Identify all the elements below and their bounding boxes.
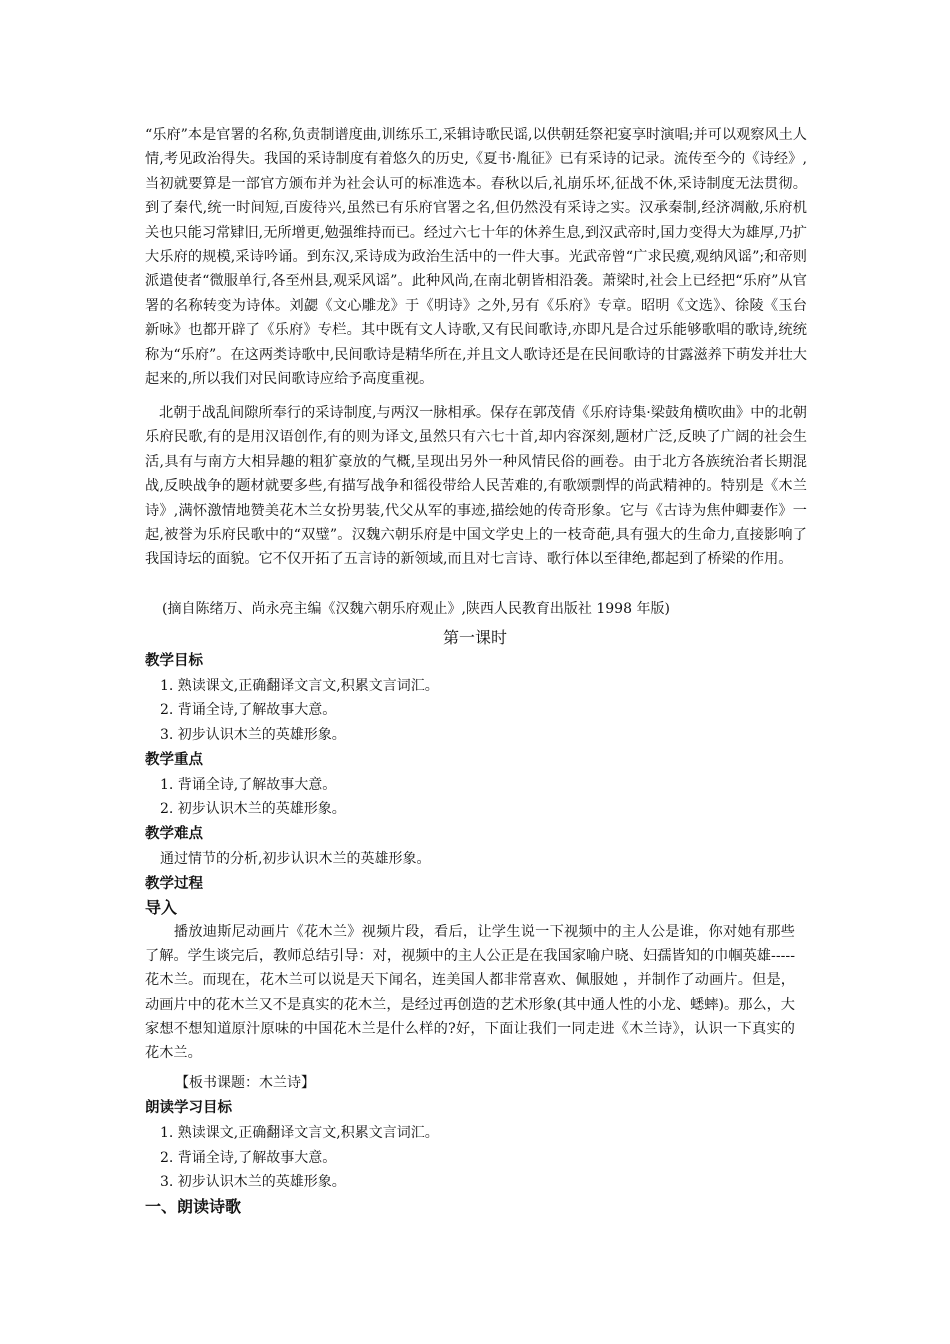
reading-goal-item: 1. 熟读课文,正确翻译文言文,积累文言词汇。 (160, 1125, 439, 1141)
board-note: 【板书课题：木兰诗】 (175, 1075, 315, 1091)
process-heading: 教学过程 (145, 876, 203, 892)
intro-paragraph: 播放迪斯尼动画片《花木兰》视频片段，看后，让学生说一下视频中的主人公是谁，你对她有那些了解。学生谈完后，教师总结引导：对，视频中的主人公正是在我国家喻户晓、妇孺皆知的巾帼英雄-----花木兰。而现在，花木兰可以说是天下闻名，连美国人都非常喜欢、佩服她 ，并制作了动画片。但是，动画片中的花木兰又不是真实的花木兰，是经过再创造的艺术形象(其中通人性的小龙、蟋蟀)。那么，大家想不想知道原汁原味的中国花木兰是什么样的?好，下面让我们一同走进《木兰诗》，认识一下真实的花木兰。 (145, 924, 795, 1062)
goal-item: 2. 背诵全诗,了解故事大意。 (160, 702, 337, 718)
goal-item: 1. 熟读课文,正确翻译文言文,积累文言词汇。 (160, 678, 439, 694)
reading-goal-item: 2. 背诵全诗,了解故事大意。 (160, 1150, 337, 1166)
section1-heading: 一、朗读诗歌 (145, 1197, 242, 1216)
intro-heading: 导入 (145, 898, 178, 917)
goals-heading: 教学目标 (145, 653, 203, 669)
goal-item: 3. 初步认识木兰的英雄形象。 (160, 727, 346, 743)
reading-goal-item: 3. 初步认识木兰的英雄形象。 (160, 1174, 346, 1190)
lesson-title: 第一课时 (442, 628, 507, 647)
difficulty-heading: 教学难点 (145, 826, 203, 842)
article-source: (摘自陈绪万、尚永亮主编《汉魏六朝乐府观止》,陕西人民教育出版社 1998 年版) (162, 601, 670, 617)
article-paragraph-1: “乐府”本是官署的名称,负责制谱度曲,训练乐工,采辑诗歌民谣,以供朝廷祭祀宴享时演唱;并可以观察风土人情,考见政治得失。我国的采诗制度有着悠久的历史,《夏书·胤征》已有采诗的记录。流传至今的《诗经》,当初就要算是一部官方颁布并为社会认可的标准选本。春秋以后,礼崩乐坏,征战不休,采诗制度无法贯彻。到了秦代,统一时间短,百废待兴,虽然已有乐府官署之名,但仍然没有采诗之实。汉承秦制,经济凋敝,乐府机关也只能习常肄旧,无所增更,勉强维持而已。经过六七十年的休养生息,到汉武帝时,国力变得大为雄厚,乃扩大乐府的规模,采诗吟诵。到东汉,采诗成为政治生活中的一件大事。光武帝曾“广求民瘼,观纳风谣”;和帝则派遣使者“微服单行,各至州县,观采风谣”。此种风尚,在南北朝皆相沿袭。萧梁时,社会上已经把“乐府”从官署的名称转变为诗体。刘勰《文心雕龙》于《明诗》之外,另有《乐府》专章。昭明《文选》、徐陵《玉台新咏》也都开辟了《乐府》专栏。其中既有文人诗歌,又有民间歌诗,亦即凡是合过乐能够歌唱的歌诗,统统称为“乐府”。在这两类诗歌中,民间歌诗是精华所在,并且文人歌诗还是在民间歌诗的甘露滋养下萌发并壮大起来的,所以我们对民间歌诗应给予高度重视。 (145, 127, 807, 388)
focus-heading: 教学重点 (145, 752, 203, 768)
difficulty-item: 通过情节的分析,初步认识木兰的英雄形象。 (160, 851, 431, 867)
focus-item: 1. 背诵全诗,了解故事大意。 (160, 777, 337, 793)
focus-item: 2. 初步认识木兰的英雄形象。 (160, 801, 346, 817)
article-paragraph-2: 北朝于战乱间隙所奉行的采诗制度,与两汉一脉相承。保存在郭茂倩《乐府诗集·梁鼓角横吹曲》中的北朝乐府民歌,有的是用汉语创作,有的则为译文,虽然只有六七十首,却内容深刻,题材广泛,反映了广阔的社会生活,具有与南方大相异趣的粗犷豪放的气概,呈现出另外一种风情民俗的画卷。由于北方各族统治者长期混战,反映战争的题材就要多些,有描写战争和徭役带给人民苦难的,有歌颂剽悍的尚武精神的。特别是《木兰诗》,满怀激情地赞美花木兰女扮男装,代父从军的事迹,描绘她的传奇形象。它与《古诗为焦仲卿妻作》一起,被誉为乐府民歌中的“双璧”。汉魏六朝乐府是中国文学史上的一枝奇葩,具有强大的生命力,直接影响了我国诗坛的面貌。它不仅开拓了五言诗的新领域,而且对七言诗、歌行体以至律绝,都起到了桥梁的作用。 (145, 405, 807, 568)
reading-goals-heading: 朗读学习目标 (145, 1100, 232, 1116)
